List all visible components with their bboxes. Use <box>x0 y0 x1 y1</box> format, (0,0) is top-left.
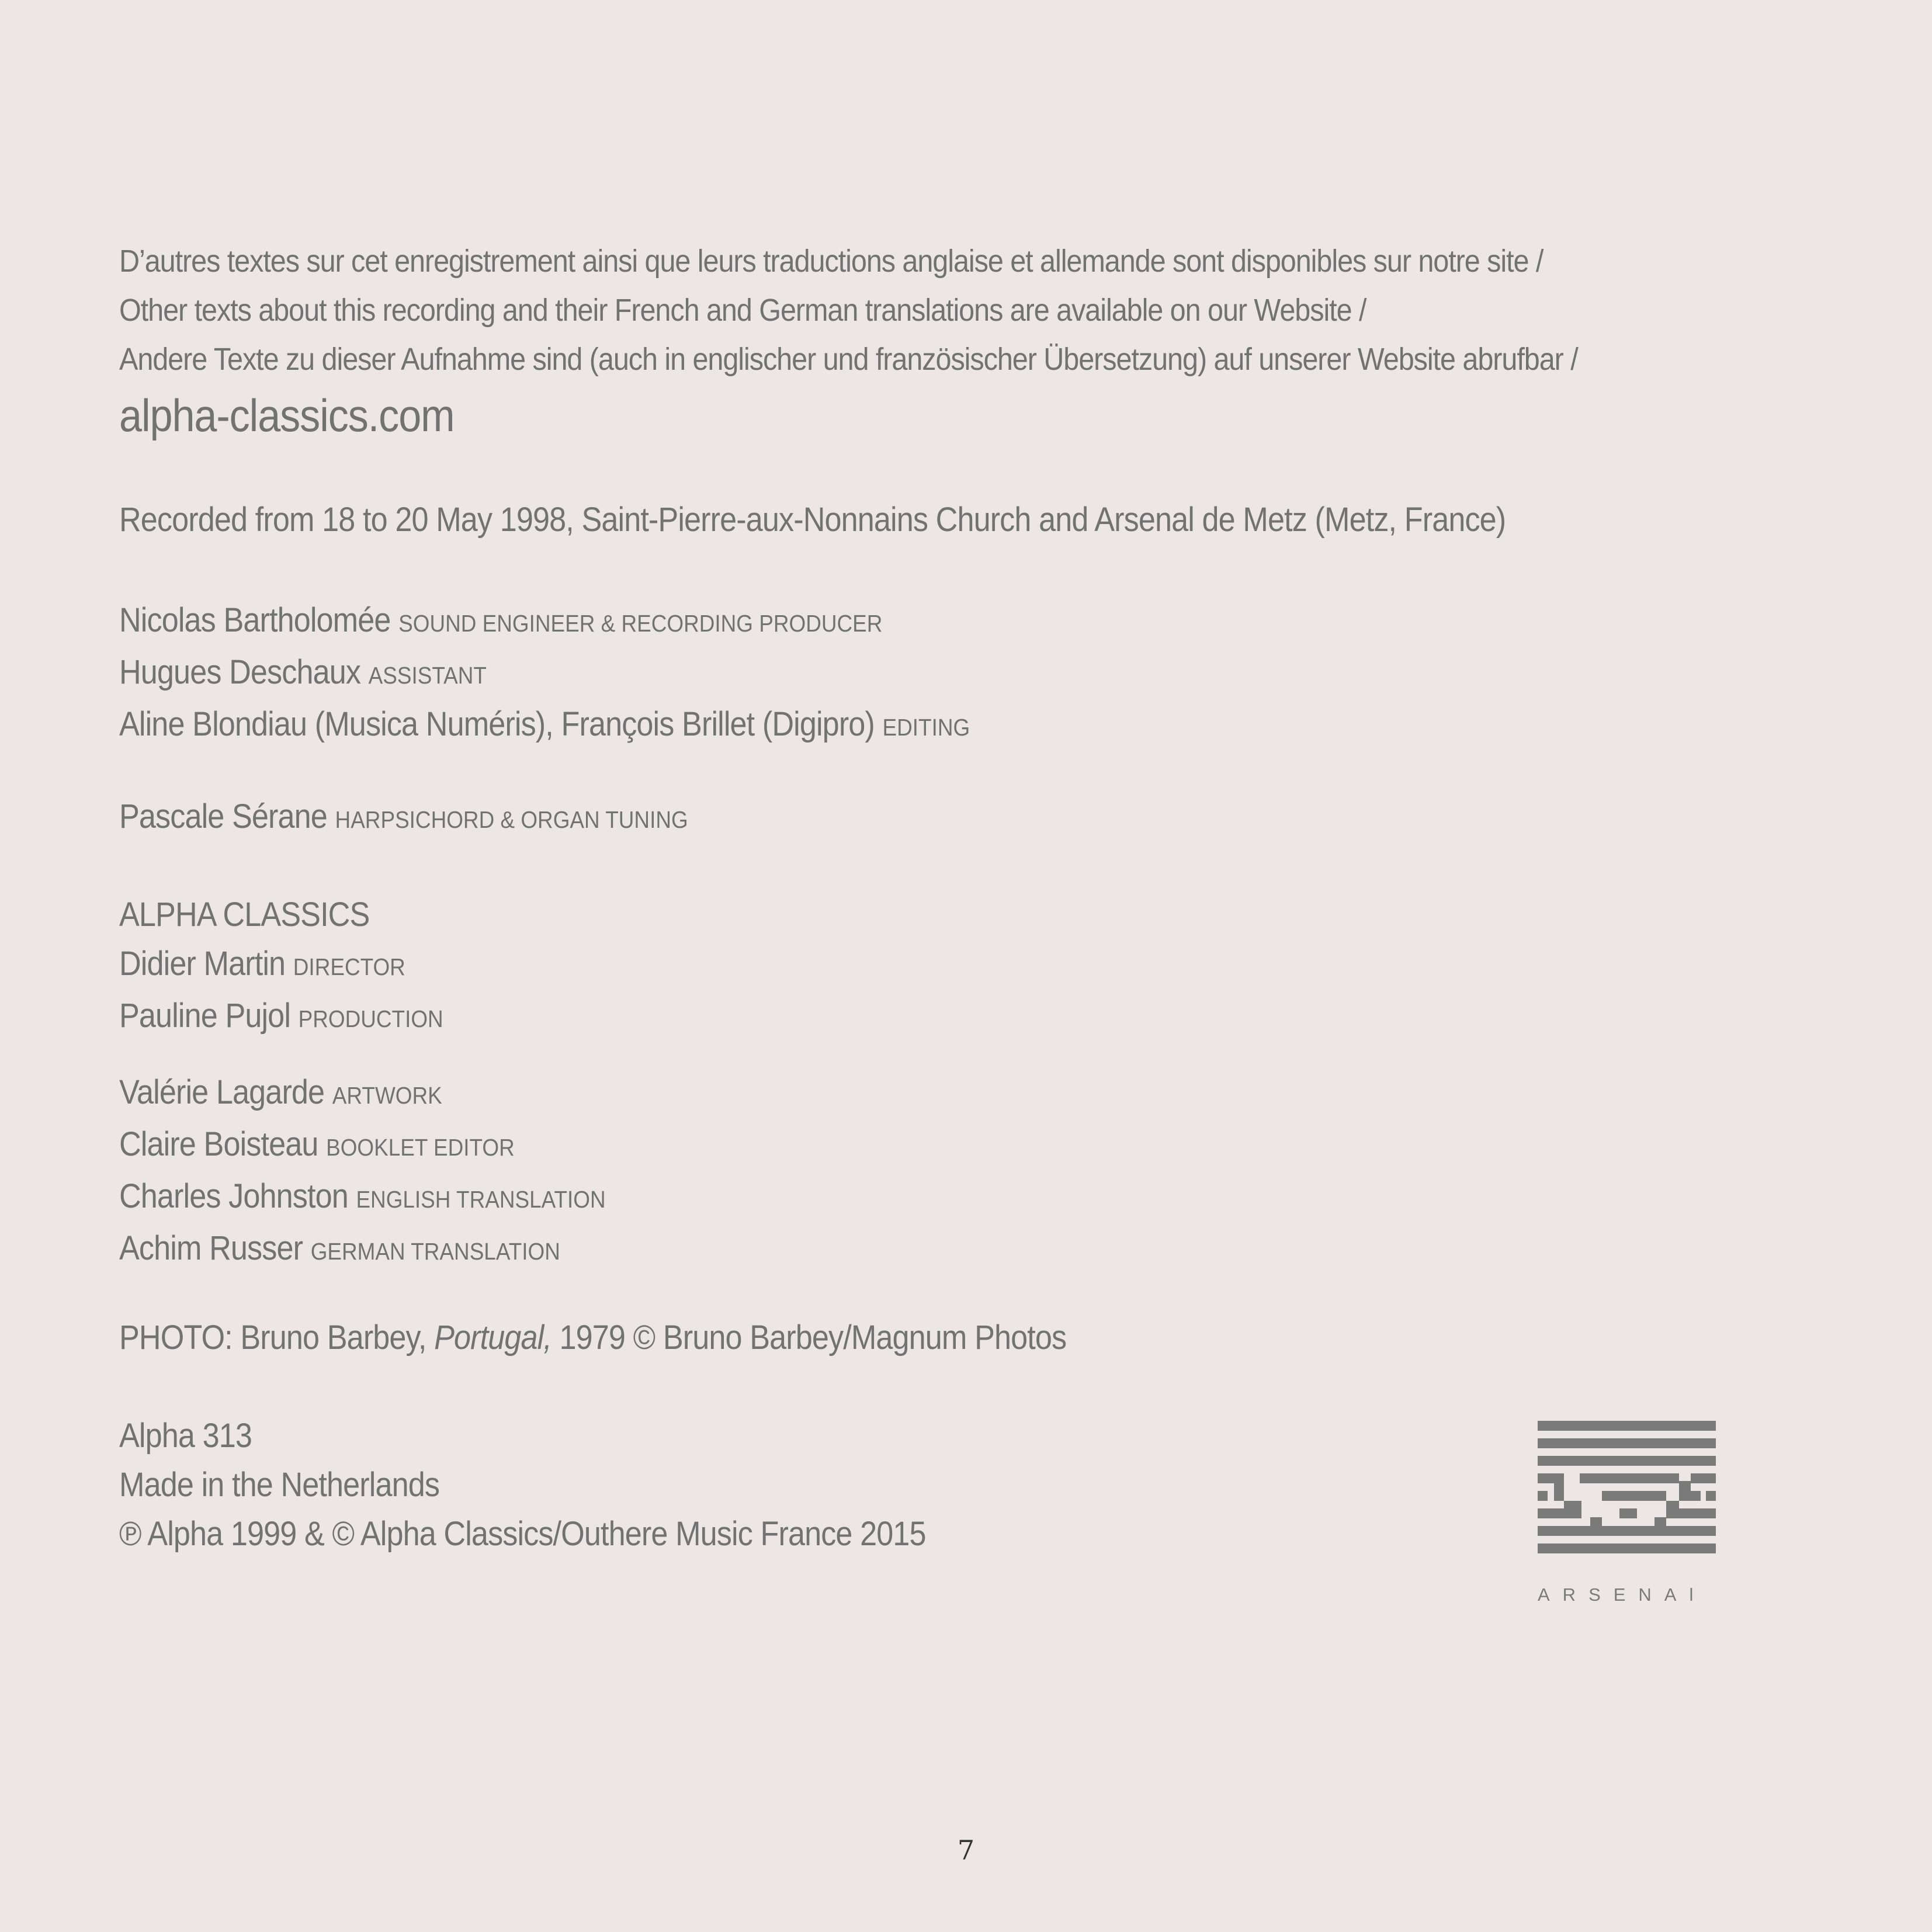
website-link[interactable]: alpha-classics.com <box>119 390 455 441</box>
credit-row <box>119 939 443 991</box>
recording-info <box>119 495 1506 544</box>
notice-english: Other texts about this recording and their French and German translations are available on our Website / <box>119 293 1366 328</box>
credit-name: Achim Russer <box>119 1229 303 1267</box>
credit-row <box>119 700 970 752</box>
credit-role: HARPSICHORD & ORGAN TUNING <box>335 806 688 833</box>
credit-role: ARTWORK <box>332 1082 442 1109</box>
booklet-credits <box>119 1068 606 1276</box>
catalog-number: Alpha 313 <box>119 1417 252 1455</box>
credit-name: Claire Boisteau <box>119 1125 318 1163</box>
credit-row <box>119 792 688 844</box>
photo-credit <box>119 1313 1066 1362</box>
recording-details: Recorded from 18 to 20 May 1998, Saint-Pierre-aux-Nonnains Church and Arsenal de Metz (Metz, France) <box>119 501 1506 539</box>
credit-name: Nicolas Bartholomée <box>119 601 391 639</box>
photo-credit-line <box>119 1313 1066 1362</box>
notice-german: Andere Texte zu dieser Aufnahme sind (auch in englischer und französischer Übersetzung) auf unserer Website abrufbar / <box>119 342 1578 377</box>
arsenal-logo-icon <box>1538 1421 1716 1605</box>
credit-row <box>119 1172 606 1224</box>
credit-role: BOOKLET EDITOR <box>326 1134 515 1161</box>
credit-row <box>119 1068 606 1120</box>
credit-row <box>119 1224 606 1276</box>
credit-role: ASSISTANT <box>368 662 487 689</box>
photo-suffix: 1979 © Bruno Barbey/Magnum Photos <box>551 1319 1067 1357</box>
label-credits <box>119 890 443 1043</box>
credit-name: Valérie Lagarde <box>119 1073 325 1111</box>
credit-row <box>119 1120 606 1172</box>
catalog-copyright: ℗ Alpha 1999 & © Alpha Classics/Outhere Music France 2015 <box>119 1515 926 1553</box>
credit-row <box>119 648 970 700</box>
engineering-credits <box>119 596 970 752</box>
credit-name: Hugues Deschaux <box>119 653 361 691</box>
notice-french: D’autres textes sur cet enregistrement ainsi que leurs traductions anglaise et allemande sont disponibles sur notre site / <box>119 244 1543 279</box>
credit-role: EDITING <box>882 714 970 741</box>
credit-name: Aline Blondiau (Musica Numéris), François Brillet (Digipro) <box>119 705 875 743</box>
credit-name: Charles Johnston <box>119 1177 348 1215</box>
photo-title: Portugal, <box>434 1319 551 1357</box>
credit-row <box>119 991 443 1043</box>
label-name: ALPHA CLASSICS <box>119 896 370 934</box>
page-number: 7 <box>957 1834 975 1866</box>
catalog-info <box>119 1411 926 1559</box>
translations-notice <box>119 237 1728 445</box>
credit-role: ENGLISH TRANSLATION <box>356 1186 606 1213</box>
credit-role: PRODUCTION <box>298 1005 443 1032</box>
credit-role: GERMAN TRANSLATION <box>310 1238 560 1265</box>
tuning-credits <box>119 792 688 844</box>
photo-prefix: PHOTO: Bruno Barbey, <box>119 1319 435 1357</box>
credit-role: SOUND ENGINEER & RECORDING PRODUCER <box>398 610 883 637</box>
credit-name: Didier Martin <box>119 945 286 983</box>
credit-name: Pauline Pujol <box>119 997 291 1035</box>
credit-role: DIRECTOR <box>293 953 405 980</box>
credit-row <box>119 596 970 648</box>
catalog-origin: Made in the Netherlands <box>119 1466 440 1504</box>
credit-name: Pascale Sérane <box>119 797 327 835</box>
logo-text: ARSENAl <box>1538 1584 1706 1605</box>
